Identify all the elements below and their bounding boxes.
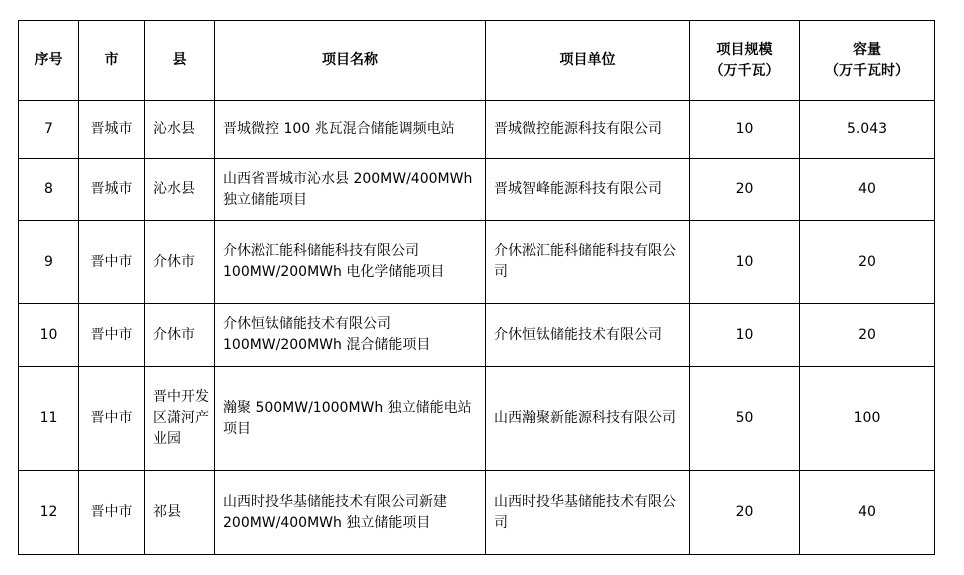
cell-scale: 10 [690,304,800,367]
cell-capacity: 40 [800,471,935,555]
table-row [19,304,935,367]
energy-storage-project-table-container [18,20,935,555]
header-project-unit: 项目单位 [486,21,690,101]
cell-capacity: 40 [800,159,935,221]
cell-scale: 10 [690,101,800,159]
cell-project-unit: 晋城智峰能源科技有限公司 [486,159,690,221]
header-scale-line2: （万千瓦） [709,62,780,79]
cell-project-name: 晋城微控 100 兆瓦混合储能调频电站 [215,101,486,159]
cell-capacity: 100 [800,367,935,471]
header-capacity-line1: 容量 [853,41,881,58]
table-row [19,221,935,304]
cell-city: 晋中市 [79,471,145,555]
cell-scale: 10 [690,221,800,304]
table-row [19,101,935,159]
cell-city: 晋中市 [79,221,145,304]
cell-county: 晋中开发区潇河产业园 [145,367,215,471]
cell-project-name: 介休恒钛储能技术有限公司 100MW/200MWh 混合储能项目 [215,304,486,367]
cell-project-unit: 山西瀚聚新能源科技有限公司 [486,367,690,471]
cell-project-name: 介休淞汇能科储能科技有限公司 100MW/200MWh 电化学储能项目 [215,221,486,304]
cell-seq: 7 [19,101,79,159]
cell-county: 介休市 [145,304,215,367]
cell-project-unit: 介休恒钛储能技术有限公司 [486,304,690,367]
cell-project-name: 瀚聚 500MW/1000MWh 独立储能电站项目 [215,367,486,471]
cell-county: 沁水县 [145,101,215,159]
table-row [19,367,935,471]
cell-county: 沁水县 [145,159,215,221]
cell-seq: 11 [19,367,79,471]
cell-capacity: 5.043 [800,101,935,159]
header-scale-line1: 项目规模 [716,41,773,58]
table-header-row [19,21,935,101]
cell-project-name: 山西时投华基储能技术有限公司新建 200MW/400MWh 独立储能项目 [215,471,486,555]
header-county: 县 [145,21,215,101]
header-city: 市 [79,21,145,101]
table-row [19,471,935,555]
cell-project-unit: 山西时投华基储能技术有限公司 [486,471,690,555]
header-project-name: 项目名称 [215,21,486,101]
header-capacity [800,21,935,101]
cell-county: 介休市 [145,221,215,304]
cell-project-name: 山西省晋城市沁水县 200MW/400MWh 独立储能项目 [215,159,486,221]
cell-capacity: 20 [800,304,935,367]
cell-county: 祁县 [145,471,215,555]
header-seq: 序号 [19,21,79,101]
header-capacity-line2: （万千瓦时） [825,62,909,79]
cell-city: 晋城市 [79,101,145,159]
table-row [19,159,935,221]
cell-city: 晋中市 [79,304,145,367]
cell-project-unit: 晋城微控能源科技有限公司 [486,101,690,159]
cell-scale: 50 [690,367,800,471]
cell-seq: 10 [19,304,79,367]
cell-project-unit: 介休淞汇能科储能科技有限公司 [486,221,690,304]
cell-seq: 8 [19,159,79,221]
cell-capacity: 20 [800,221,935,304]
cell-seq: 9 [19,221,79,304]
cell-city: 晋中市 [79,367,145,471]
header-scale [690,21,800,101]
energy-storage-project-table [18,20,935,555]
cell-scale: 20 [690,471,800,555]
cell-seq: 12 [19,471,79,555]
cell-scale: 20 [690,159,800,221]
cell-city: 晋城市 [79,159,145,221]
